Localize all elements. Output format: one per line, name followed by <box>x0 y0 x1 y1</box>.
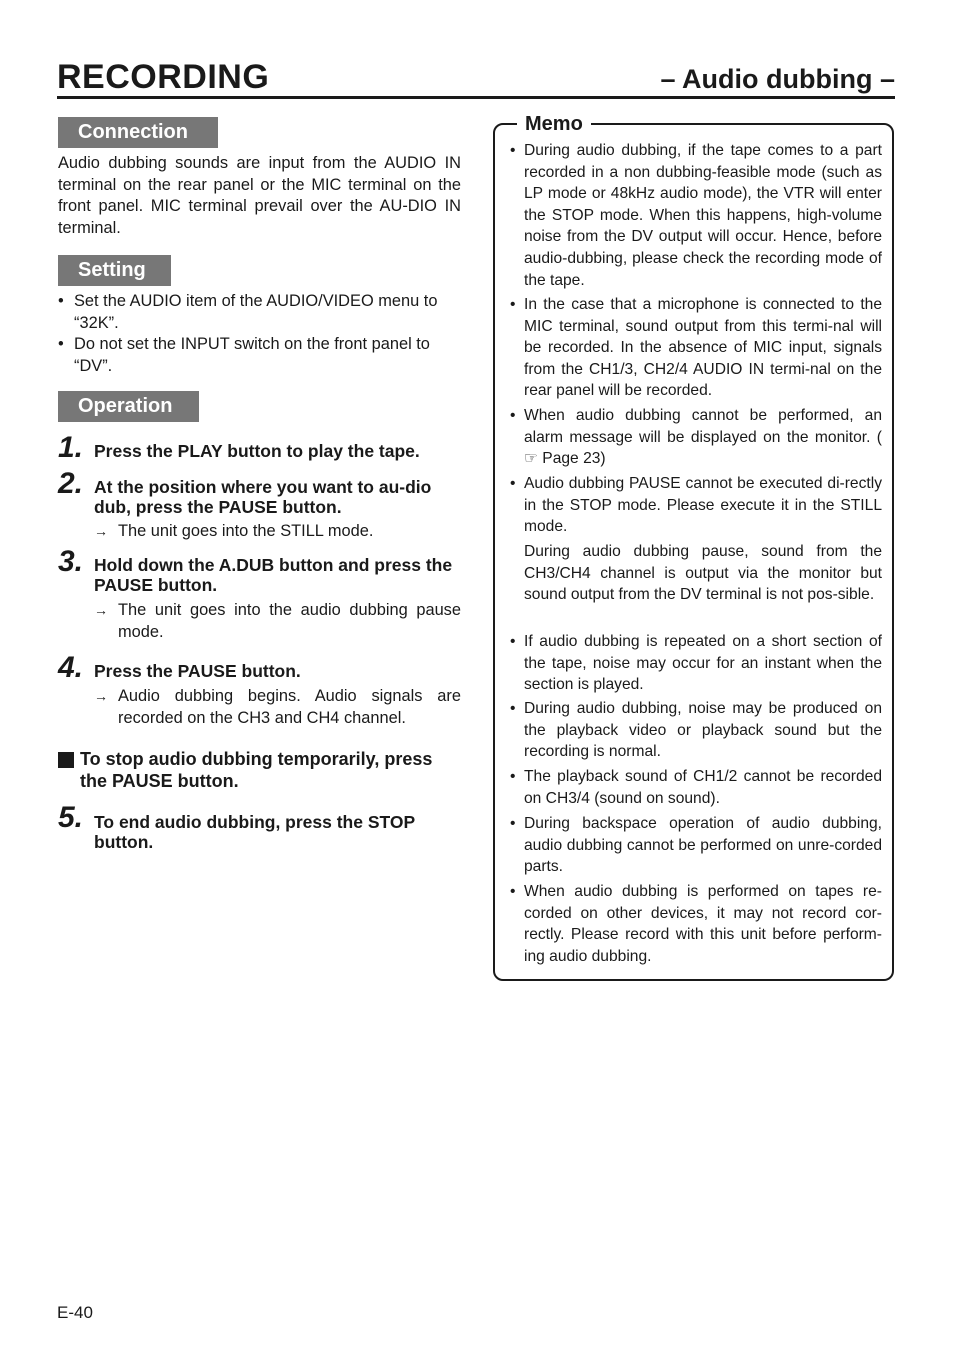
step-text: At the position where you want to au-dio dub, press the PAUSE button. <box>94 477 432 517</box>
setting-bullet-text: Do not set the INPUT switch on the front panel to “DV”. <box>74 335 430 375</box>
bullet-dot: • <box>510 815 516 832</box>
memo-item <box>510 813 882 878</box>
memo-item <box>510 881 882 967</box>
stop-note <box>58 748 461 792</box>
step-result-text: Audio dubbing begins. Audio signals are recorded on the CH3 and CH4 channel. <box>118 687 461 727</box>
step-text: Press the PLAY button to play the tape. <box>94 441 420 461</box>
memo-item <box>510 631 882 696</box>
memo-item-text: In the case that a microphone is connected to the MIC terminal, sound output from this termi-nal will be recorded. In the absence of MIC input, signals from the CH1/3, CH2/4 AUDIO IN termi-nal on the rear panel will be recorded. <box>524 296 882 400</box>
memo-item <box>510 405 882 470</box>
bullet-dot: • <box>510 142 516 159</box>
step-number: 1. <box>58 431 84 464</box>
bullet-dot: • <box>510 296 516 313</box>
step-number: 4. <box>58 651 84 684</box>
memo-item <box>510 294 882 402</box>
memo-item-text: During audio dubbing, noise may be produced on the playback video or playback sound but the recording is normal. <box>524 700 882 761</box>
connection-heading: Connection <box>58 117 218 148</box>
step-result-text: The unit goes into the STILL mode. <box>118 522 374 540</box>
memo-item <box>510 140 882 291</box>
memo-item-text: During backspace operation of audio dubbing, audio dubbing cannot be performed on unre-corded parts. <box>524 815 882 876</box>
bullet-dot: • <box>58 335 64 353</box>
memo-continuation-text: During audio dubbing pause, sound from the CH3/CH4 channel is output via the monitor but sound output from the DV terminal is not pos-sible. <box>524 543 882 604</box>
step-text: Hold down the A.DUB button and press the PAUSE button. <box>94 555 453 595</box>
setting-bullet <box>58 334 461 377</box>
step-result <box>94 521 461 543</box>
bullet-dot: • <box>58 292 64 310</box>
page-subtitle: – Audio dubbing – <box>660 64 895 94</box>
setting-bullet <box>58 291 461 334</box>
bullet-dot: • <box>510 768 516 785</box>
step-result <box>94 600 461 643</box>
setting-bullet-text: Set the AUDIO item of the AUDIO/VIDEO menu to “32K”. <box>74 292 438 332</box>
memo-item-text: When audio dubbing cannot be performed, an alarm message will be displayed on the monitor. ( ☞ Page 23) <box>524 407 882 468</box>
page-header <box>57 56 895 99</box>
connection-text: Audio dubbing sounds are input from the AUDIO IN terminal on the rear panel or the MIC terminal on the front panel. MIC terminal prevail over the AU-DIO IN terminal. <box>58 154 461 237</box>
memo-item-text: Audio dubbing PAUSE cannot be executed di-rectly in the STOP mode. Please execute it in the STILL mode. <box>524 475 882 536</box>
bullet-dot: • <box>510 883 516 900</box>
memo-item <box>510 698 882 763</box>
bullet-dot: • <box>510 633 516 650</box>
bullet-dot: • <box>510 475 516 492</box>
memo-item-text: During audio dubbing, if the tape comes to a part recorded in a non dubbing-feasible mode (such as LP mode or 48kHz audio mode), the VTR will enter the STOP mode. When this happens, high-volume noise from the DV output will occur. Hence, before audio-dubbing, please check the recording mode of the tape. <box>524 142 882 289</box>
stop-note-text: To stop audio dubbing temporarily, press the PAUSE button. <box>80 749 433 791</box>
square-bullet-icon <box>58 752 74 768</box>
memo-item <box>510 766 882 809</box>
step-number: 3. <box>58 545 84 578</box>
page-title: RECORDING <box>57 58 270 96</box>
setting-heading: Setting <box>58 255 171 286</box>
page-number: E-40 <box>57 1303 93 1322</box>
memo-title: Memo <box>517 111 591 137</box>
bullet-dot: • <box>510 700 516 717</box>
step-text: Press the PAUSE button. <box>94 661 301 681</box>
arrow-icon: → <box>94 688 108 704</box>
memo-item-text: If audio dubbing is repeated on a short section of the tape, noise may occur for an instant when the section is played. <box>524 633 882 694</box>
memo-item-continuation <box>510 541 882 606</box>
step-result <box>94 686 461 729</box>
memo-item-text: The playback sound of CH1/2 cannot be recorded on CH3/4 (sound on sound). <box>524 768 882 807</box>
step-number: 5. <box>58 801 84 834</box>
arrow-icon: → <box>94 523 108 539</box>
memo-item-text: When audio dubbing is performed on tapes re-corded on other devices, it may not record cor-rectly. Please record with this unit before perform-ing audio dubbing. <box>524 883 882 965</box>
step-result-text: The unit goes into the audio dubbing pause mode. <box>118 601 461 641</box>
step-text: To end audio dubbing, press the STOP button. <box>94 812 415 852</box>
step-number: 2. <box>58 467 84 500</box>
operation-heading: Operation <box>58 391 199 422</box>
bullet-dot: • <box>510 407 516 424</box>
memo-item <box>510 473 882 538</box>
arrow-icon: → <box>94 602 108 618</box>
